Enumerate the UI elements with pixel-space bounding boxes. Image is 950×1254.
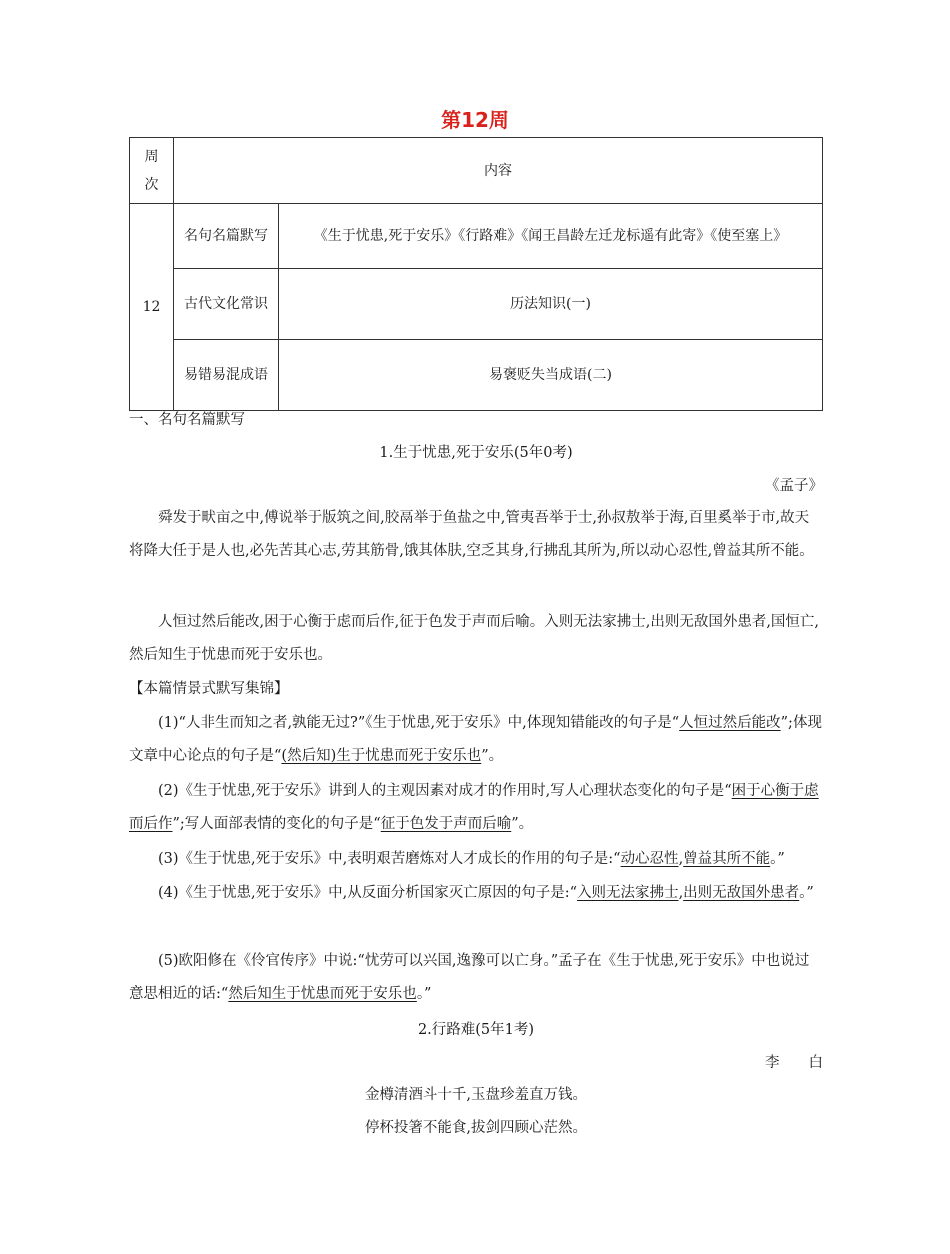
content-cell: 《生于忧患,死于安乐》《行路难》《闻王昌龄左迁龙标遥有此寄》《使至塞上》 <box>279 204 823 269</box>
category-cell: 易错易混成语 <box>174 340 279 411</box>
answer: 然后知生于忧患而死于安乐也 <box>228 986 417 1002</box>
answer: 出则无敌国外患者 <box>683 885 800 901</box>
poem1-title: 1.生于忧患,死于安乐(5年0考) <box>379 445 573 461</box>
answer: 曾益其所不能 <box>683 851 771 867</box>
table-header-row <box>130 138 823 204</box>
poem2-line-1: 金樽清酒斗十千,玉盘珍羞直万钱。 <box>364 1087 588 1103</box>
answer: 困于心衡于虑而后作 <box>129 783 819 832</box>
week-number: 12 <box>130 204 174 411</box>
poem2-title: 2.行路难(5年1考) <box>417 1022 535 1038</box>
header-week: 周次 <box>130 138 174 204</box>
table-row <box>130 340 823 411</box>
poem2-author: 李 白 <box>765 1055 823 1071</box>
question-1: (1)“人非生而知之者,孰能无过?”《生于忧患,死于安乐》中,体现知错能改的句子是“人恒过然后能改”;体现文章中心论点的句子是“(然后知)生于忧患而死于安乐也”。 <box>129 715 822 764</box>
poem1-paragraph-1: 舜发于畎亩之中,傅说举于版筑之间,胶鬲举于鱼盐之中,管夷吾举于士,孙叔敖举于海,百里奚举于市,故天将降大任于是人也,必先苦其心志,劳其筋骨,饿其体肤,空乏其身,行拂乱其所为,所以动心忍性,曾益其所不能。 <box>129 510 814 559</box>
answer: 征于色发于声而后喻 <box>380 816 512 832</box>
content-cell: 易褒贬失当成语(二) <box>279 340 823 411</box>
category-cell: 古代文化常识 <box>174 269 279 340</box>
table-row <box>130 204 823 269</box>
schedule-table <box>129 137 823 411</box>
page-title: 第12周 <box>441 108 509 132</box>
question-4: (4)《生于忧患,死于安乐》中,从反面分析国家灭亡原因的句子是:“入则无法家拂士,出则无敌国外患者。” <box>158 885 814 901</box>
answer: (然后知)生于忧患而死于安乐也 <box>281 748 482 764</box>
content-cell: 历法知识(一) <box>279 269 823 340</box>
question-3: (3)《生于忧患,死于安乐》中,表明艰苦磨炼对人才成长的作用的句子是:“动心忍性,曾益其所不能。” <box>158 851 785 867</box>
answer: 人恒过然后能改 <box>679 715 781 731</box>
header-content: 内容 <box>174 138 823 204</box>
question-5: (5)欧阳修在《伶官传序》中说:“忧劳可以兴国,逸豫可以亡身。”孟子在《生于忧患,死于安乐》中也说过意思相近的话:“然后知生于忧患而死于安乐也。” <box>129 953 810 1002</box>
table-row <box>130 269 823 340</box>
poem1-paragraph-2: 人恒过然后能改,困于心衡于虑而后作,征于色发于声而后喻。入则无法家拂士,出则无敌国外患者,国恒亡,然后知生于忧患而死于安乐也。 <box>129 614 820 663</box>
answer: 动心忍性 <box>620 851 679 867</box>
poem2-line-2: 停杯投箸不能食,拔剑四顾心茫然。 <box>364 1120 588 1136</box>
question-2: (2)《生于忧患,死于安乐》讲到人的主观因素对成才的作用时,写人心理状态变化的句子是“困于心衡于虑而后作”;写人面部表情的变化的句子是“征于色发于声而后喻”。 <box>129 783 819 832</box>
collection-heading: 【本篇情景式默写集锦】 <box>129 681 289 697</box>
poem1-source: 《孟子》 <box>765 478 823 494</box>
answer: 入则无法家拂士 <box>577 885 679 901</box>
category-cell: 名句名篇默写 <box>174 204 279 269</box>
section-heading: 一、名句名篇默写 <box>129 412 245 428</box>
